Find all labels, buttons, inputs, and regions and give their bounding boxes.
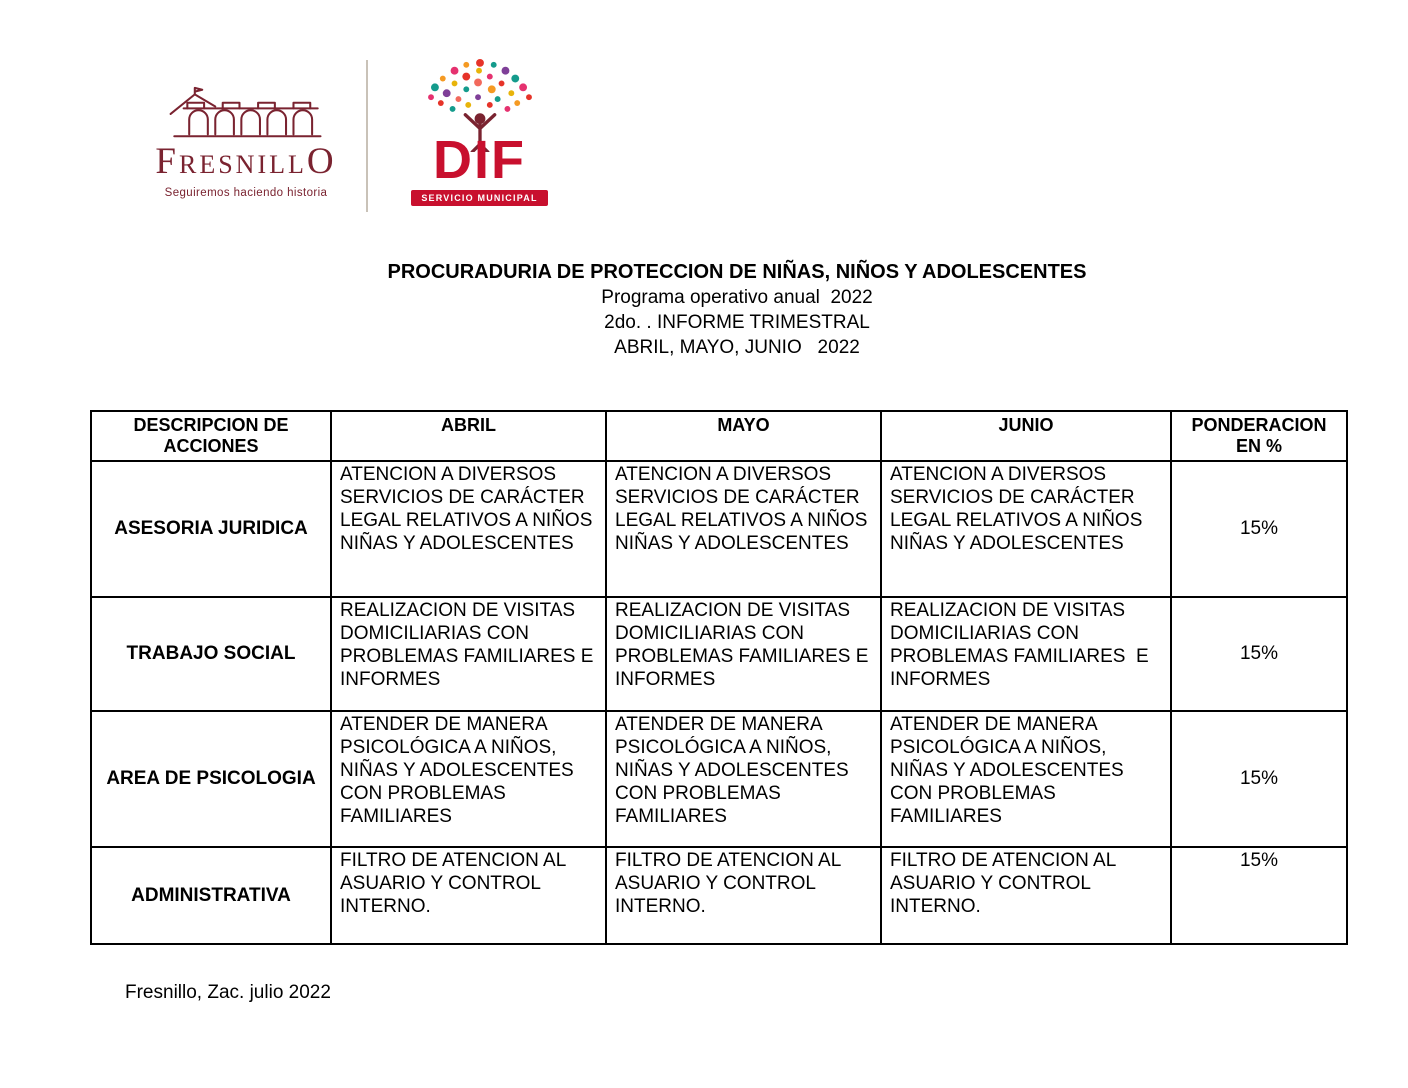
- document-title: PROCURADURIA DE PROTECCION DE NIÑAS, NIÑOS Y ADOLESCENTES: [387, 261, 1087, 283]
- fresnillo-monument-icon: [164, 86, 328, 140]
- dif-banner: SERVICIO MUNICIPAL: [411, 190, 547, 206]
- month-cell-abril: ATENDER DE MANERA PSICOLÓGICA A NIÑOS, NIÑAS Y ADOLESCENTES CON PROBLEMAS FAMILIARES: [331, 711, 606, 847]
- description-cell: AREA DE PSICOLOGIA: [91, 711, 331, 847]
- col-header-mayo: MAYO: [606, 411, 881, 461]
- logo-divider: [366, 60, 368, 212]
- fresnillo-wordmark: FresnillO: [155, 141, 337, 182]
- footer-dateline: Fresnillo, Zac. julio 2022: [125, 982, 331, 1003]
- col-header-abril: ABRIL: [331, 411, 606, 461]
- description-cell: ADMINISTRATIVA: [91, 847, 331, 944]
- month-cell-abril: FILTRO DE ATENCION AL ASUARIO Y CONTROL INTERNO.: [331, 847, 606, 944]
- month-cell-junio: REALIZACION DE VISITAS DOMICILIARIAS CON PROBLEMAS FAMILIARES E INFORMES: [881, 597, 1171, 711]
- col-header-descripcion: DESCRIPCION DE ACCIONES: [91, 411, 331, 461]
- description-cell: ASESORIA JURIDICA: [91, 461, 331, 597]
- month-cell-junio: ATENCION A DIVERSOS SERVICIOS DE CARÁCTER LEGAL RELATIVOS A NIÑOS NIÑAS Y ADOLESCENTES: [881, 461, 1171, 597]
- month-cell-mayo: ATENDER DE MANERA PSICOLÓGICA A NIÑOS, NIÑAS Y ADOLESCENTES CON PROBLEMAS FAMILIARES: [606, 711, 881, 847]
- month-cell-mayo: FILTRO DE ATENCION AL ASUARIO Y CONTROL INTERNO.: [606, 847, 881, 944]
- month-cell-junio: ATENDER DE MANERA PSICOLÓGICA A NIÑOS, NIÑAS Y ADOLESCENTES CON PROBLEMAS FAMILIARES: [881, 711, 1171, 847]
- month-cell-abril: ATENCION A DIVERSOS SERVICIOS DE CARÁCTER LEGAL RELATIVOS A NIÑOS NIÑAS Y ADOLESCENTES: [331, 461, 606, 597]
- subtitle-months: ABRIL, MAYO, JUNIO 2022: [614, 337, 860, 358]
- dif-wordmark: DIF: [433, 130, 526, 190]
- fresnillo-logo: [138, 56, 354, 199]
- table-row-asesoria-juridica: [91, 461, 1347, 597]
- table-row-trabajo-social: [91, 597, 1347, 711]
- ponderacion-cell: 15%: [1171, 461, 1347, 597]
- ponderacion-cell: 15%: [1171, 847, 1347, 944]
- month-cell-abril: REALIZACION DE VISITAS DOMICILIARIAS CON PROBLEMAS FAMILIARES E INFORMES: [331, 597, 606, 711]
- title-block: [0, 260, 1408, 360]
- report-table: [90, 410, 1348, 945]
- ponderacion-cell: 15%: [1171, 597, 1347, 711]
- table-header-row: [91, 411, 1347, 461]
- col-header-junio: JUNIO: [881, 411, 1171, 461]
- logo-header: [138, 56, 570, 212]
- description-cell: TRABAJO SOCIAL: [91, 597, 331, 711]
- fresnillo-tagline: Seguiremos haciendo historia: [164, 187, 328, 199]
- subtitle-report: 2do. . INFORME TRIMESTRAL: [604, 312, 870, 333]
- table-row-area-de-psicologia: [91, 711, 1347, 847]
- ponderacion-cell: 15%: [1171, 711, 1347, 847]
- table-row-administrativa: [91, 847, 1347, 944]
- month-cell-mayo: REALIZACION DE VISITAS DOMICILIARIAS CON PROBLEMAS FAMILIARES E INFORMES: [606, 597, 881, 711]
- col-header-ponderacion: PONDERACION EN %: [1171, 411, 1347, 461]
- month-cell-junio: FILTRO DE ATENCION AL ASUARIO Y CONTROL INTERNO.: [881, 847, 1171, 944]
- subtitle-program: Programa operativo anual 2022: [601, 287, 873, 308]
- dif-logo: [390, 56, 570, 206]
- month-cell-mayo: ATENCION A DIVERSOS SERVICIOS DE CARÁCTER LEGAL RELATIVOS A NIÑOS NIÑAS Y ADOLESCENTES: [606, 461, 881, 597]
